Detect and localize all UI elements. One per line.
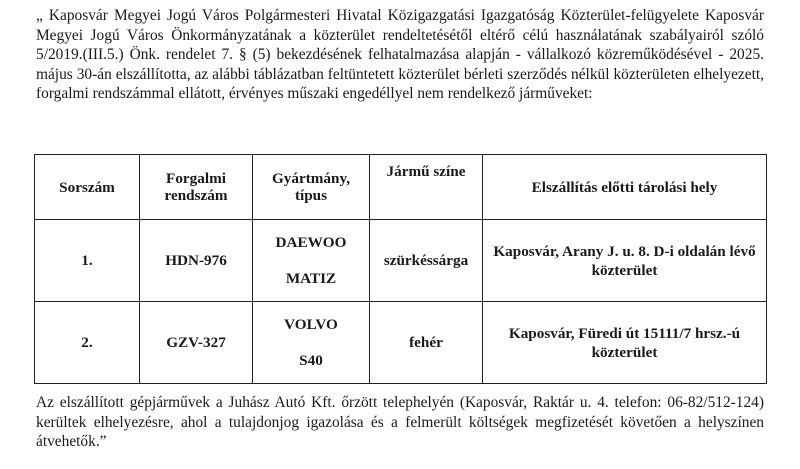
row-make-model (253, 220, 370, 302)
row-plate: HDN-976 (140, 220, 253, 302)
header-make (253, 155, 370, 220)
table-row (35, 302, 767, 384)
header-color: Jármű színe (370, 155, 483, 220)
header-plate-line2: rendszám (164, 187, 228, 204)
row-location: Kaposvár, Füredi út 15111/7 hrsz.-ú közterület (483, 302, 767, 384)
header-make-line2: típus (294, 187, 328, 204)
towed-vehicles-table (34, 154, 767, 384)
row-make: DAEWOO (275, 233, 347, 251)
row-number: 1. (35, 220, 140, 302)
header-plate-line1: Forgalmi (166, 170, 226, 187)
row-color: szürkéssárga (370, 220, 483, 302)
row-make: VOLVO (284, 315, 338, 333)
row-number: 2. (35, 302, 140, 384)
row-plate: GZV-327 (140, 302, 253, 384)
table-row (35, 220, 767, 302)
header-location: Elszállítás előtti tárolási hely (483, 155, 767, 220)
table-header-row (35, 155, 767, 220)
row-color: fehér (370, 302, 483, 384)
closing-paragraph: Az elszállított gépjárművek a Juhász Autó Kft. őrzött telephelyén (Kaposvár, Raktár u. 4. telefon: 06-82/512-124) kerültek elhelyezésre, ahol a tulajdonjog igazolása és a felmerült költségek megfizetését követően a helyszínen átvehetők.” (36, 394, 764, 451)
row-make-model (253, 302, 370, 384)
row-model: MATIZ (285, 269, 337, 287)
row-location: Kaposvár, Arany J. u. 8. D-i oldalán lévő közterület (483, 220, 767, 302)
header-number: Sorszám (35, 155, 140, 220)
header-make-line1: Gyártmány, (271, 170, 351, 187)
row-model: S40 (299, 351, 323, 369)
header-plate (140, 155, 253, 220)
intro-paragraph: „ Kaposvár Megyei Jogú Város Polgármesteri Hivatal Közigazgatási Igazgatóság Közterület-felügyelete Kaposvár Megyei Jogú Város Önkormányzatának a közterület rendeltetésétől eltérő célú használatának szabályairól szóló 5/2019.(III.5.) Önk. rendelet 7. § (5) bekezdésének felhatalmazása alapján - vállalkozó közreműködésével - 2025. május 30-án elszállította, az alábbi táblázatban feltüntetett közterület bérleti szerződés nélkül közterületen elhelyezett, forgalmi rendszámmal ellátott, érvényes műszaki engedéllyel nem rendelkező járműveket: (36, 7, 764, 103)
